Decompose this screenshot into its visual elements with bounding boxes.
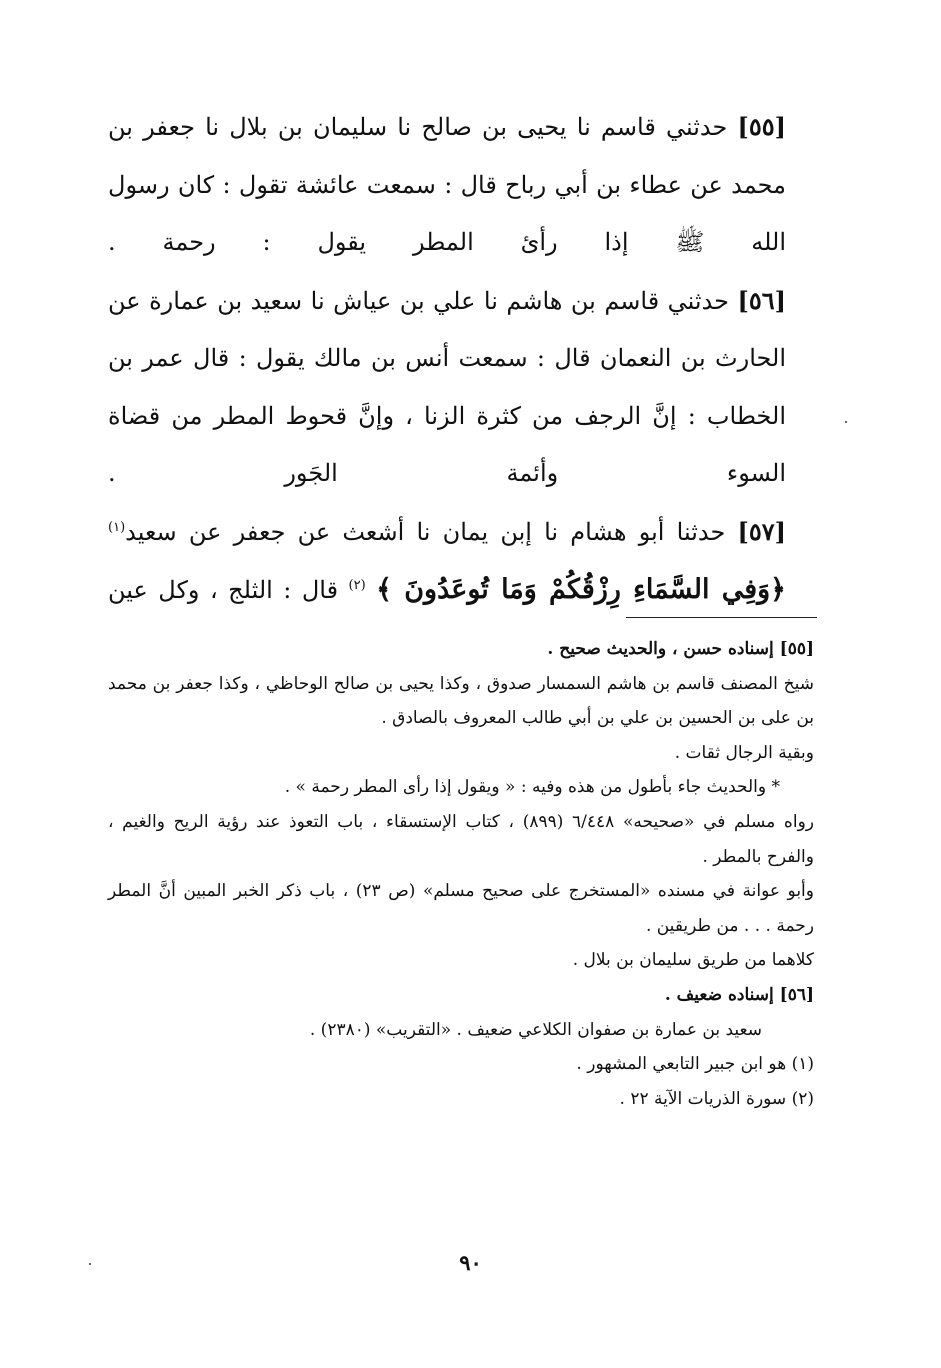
footnote-marker-1: (١) [108,519,126,535]
hadith-56-ref: [٥٦] [737,285,786,315]
hadith-56-line2: عن الحارث بن النعمان قال : سمعت أنس بن مالك يقول : قال [108,286,787,372]
hadith-55-line2: بن محمد عن عطاء بن أبي رباح قال : سمعت عائشة تقول : كان [108,113,786,199]
note-55-para-2: وبقية الرجال ثقات . [674,742,814,763]
hadith-56 [108,272,786,503]
hadith-57 [108,503,786,620]
hadith-55-line3: رسول الله ﷺ إذا رأئ المطر يقول : رحمة . [108,170,786,256]
footnote-divider [626,617,817,618]
hadith-56-line1: حدثني قاسم بن هاشم نا علي بن عياش نا سعيد بن عمارة [149,286,730,315]
note-55-para-1: شيخ المصنف قاسم بن هاشم السمسار صدوق ، وكذا يحيى بن صالح الوحاظي ، وكذا جعفر بن محمد بن على بن الحسين بن علي بن أبي طالب المعروف بالصادق . [108,673,814,729]
footnote-marker-2: (٢) [348,578,366,593]
hadith-57-ref: [٥٧] [737,516,786,546]
hadith-57-line2: قال : الثلج ، وكل عين [108,576,339,604]
page-number: ٩٠ [459,1250,482,1275]
quran-verse: ﴿وَفِي السَّمَاءِ رِزْقُكُمْ وَمَا تُوعَدُونَ ﴾ [376,574,786,605]
hadith-55-line1: حدثني قاسم نا يحيى بن صالح نا سليمان بن بلال نا جعفر [143,113,728,141]
hadith-57-line1: حدثنا أبو هشام نا إبن يمان نا أشعث عن جعفر عن سعيد [125,517,726,546]
footnotes [108,632,814,1116]
note-55-para-6: كلاهما من طريق سليمان بن بلال . [572,950,814,971]
footnote-2: (٢) سورة الذريات الآية ٢٢ . [619,1088,814,1109]
scan-speck [845,421,847,423]
note-55-para-4: رواه مسلم في «صحيحه» ٦/٤٤٨ (٨٩٩) ، كتاب الإستسقاء ، باب التعوذ عند رؤية الريح والغيم ، والفرح بالمطر . [108,811,814,867]
note-55-para-3: * والحديث جاء بأطول من هذه وفيه : « ويقول إذا رأى المطر رحمة » . [284,777,780,798]
note-55-para-5: وأبو عوانة في مسنده «المستخرج على صحيح مسلم» (ص ٢٣) ، باب ذكر الخبر المبين أنَّ المطر رحمة . . . من طريقين . [108,881,814,936]
note-56-heading: [٥٦] إسناده ضعيف . [664,984,814,1005]
note-56-para-1: سعيد بن عمارة بن صفوان الكلاعي ضعيف . «التقريب» (٢٣٨٠) . [309,1019,762,1040]
footnote-1: (١) هو ابن جبير التابعي المشهور . [576,1054,814,1075]
hadith-56-line3: عمر بن الخطاب : إنَّ الرجف من كثرة الزنا ، وإنَّ قحوط المطر من [108,344,786,430]
hadith-55 [108,98,786,272]
note-55-heading: [٥٥] إسناده حسن ، والحديث صحيح . [547,639,814,659]
main-text [108,98,786,620]
hadith-55-ref: [٥٥] [737,112,786,141]
hadith-56-line4: قضاة السوء وأئمة الجَور . [108,401,786,487]
scan-speck [89,1263,91,1265]
